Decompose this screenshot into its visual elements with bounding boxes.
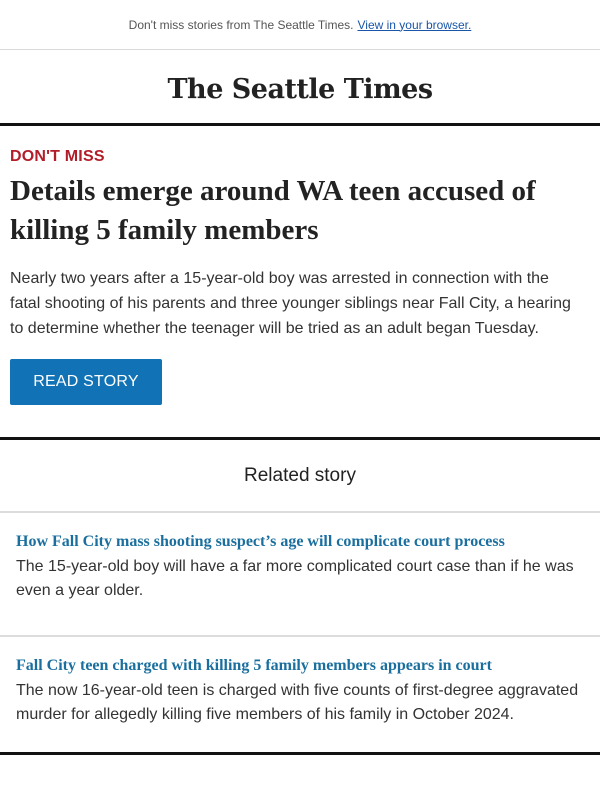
related-item-description: The 15-year-old boy will have a far more complicated court case than if he was even a year older.	[16, 558, 574, 599]
related-item-description: The now 16-year-old teen is charged with five counts of first-degree aggravated murder for allegedly killing five members of his family in October 2024.	[16, 682, 579, 723]
story-summary: Nearly two years after a 15-year-old boy was arrested in connection with the fatal shooting of his parents and three younger siblings near Fall City, a hearing to determine whether the teenager will be tried as an adult began Tuesday.	[10, 270, 571, 337]
related-item-title-link[interactable]: How Fall City mass shooting suspect’s age will complicate court process	[16, 533, 505, 550]
preheader-bar	[0, 0, 600, 50]
related-item	[0, 637, 600, 755]
related-item	[0, 513, 600, 637]
preheader-text: Don't miss stories from The Seattle Times.	[128, 17, 354, 32]
masthead	[0, 50, 600, 126]
related-item-title-link[interactable]: Fall City teen charged with killing 5 family members appears in court	[16, 657, 492, 674]
story-kicker: DON'T MISS	[10, 148, 105, 165]
read-story-button[interactable]: READ STORY	[10, 359, 162, 405]
story-headline[interactable]: Details emerge around WA teen accused of killing 5 family members	[10, 175, 536, 246]
lead-story	[0, 126, 600, 440]
view-in-browser-link[interactable]: View in your browser.	[357, 17, 472, 32]
seattle-times-logo[interactable]: The Seattle Times	[167, 74, 433, 105]
related-section-header: Related story	[0, 440, 600, 513]
